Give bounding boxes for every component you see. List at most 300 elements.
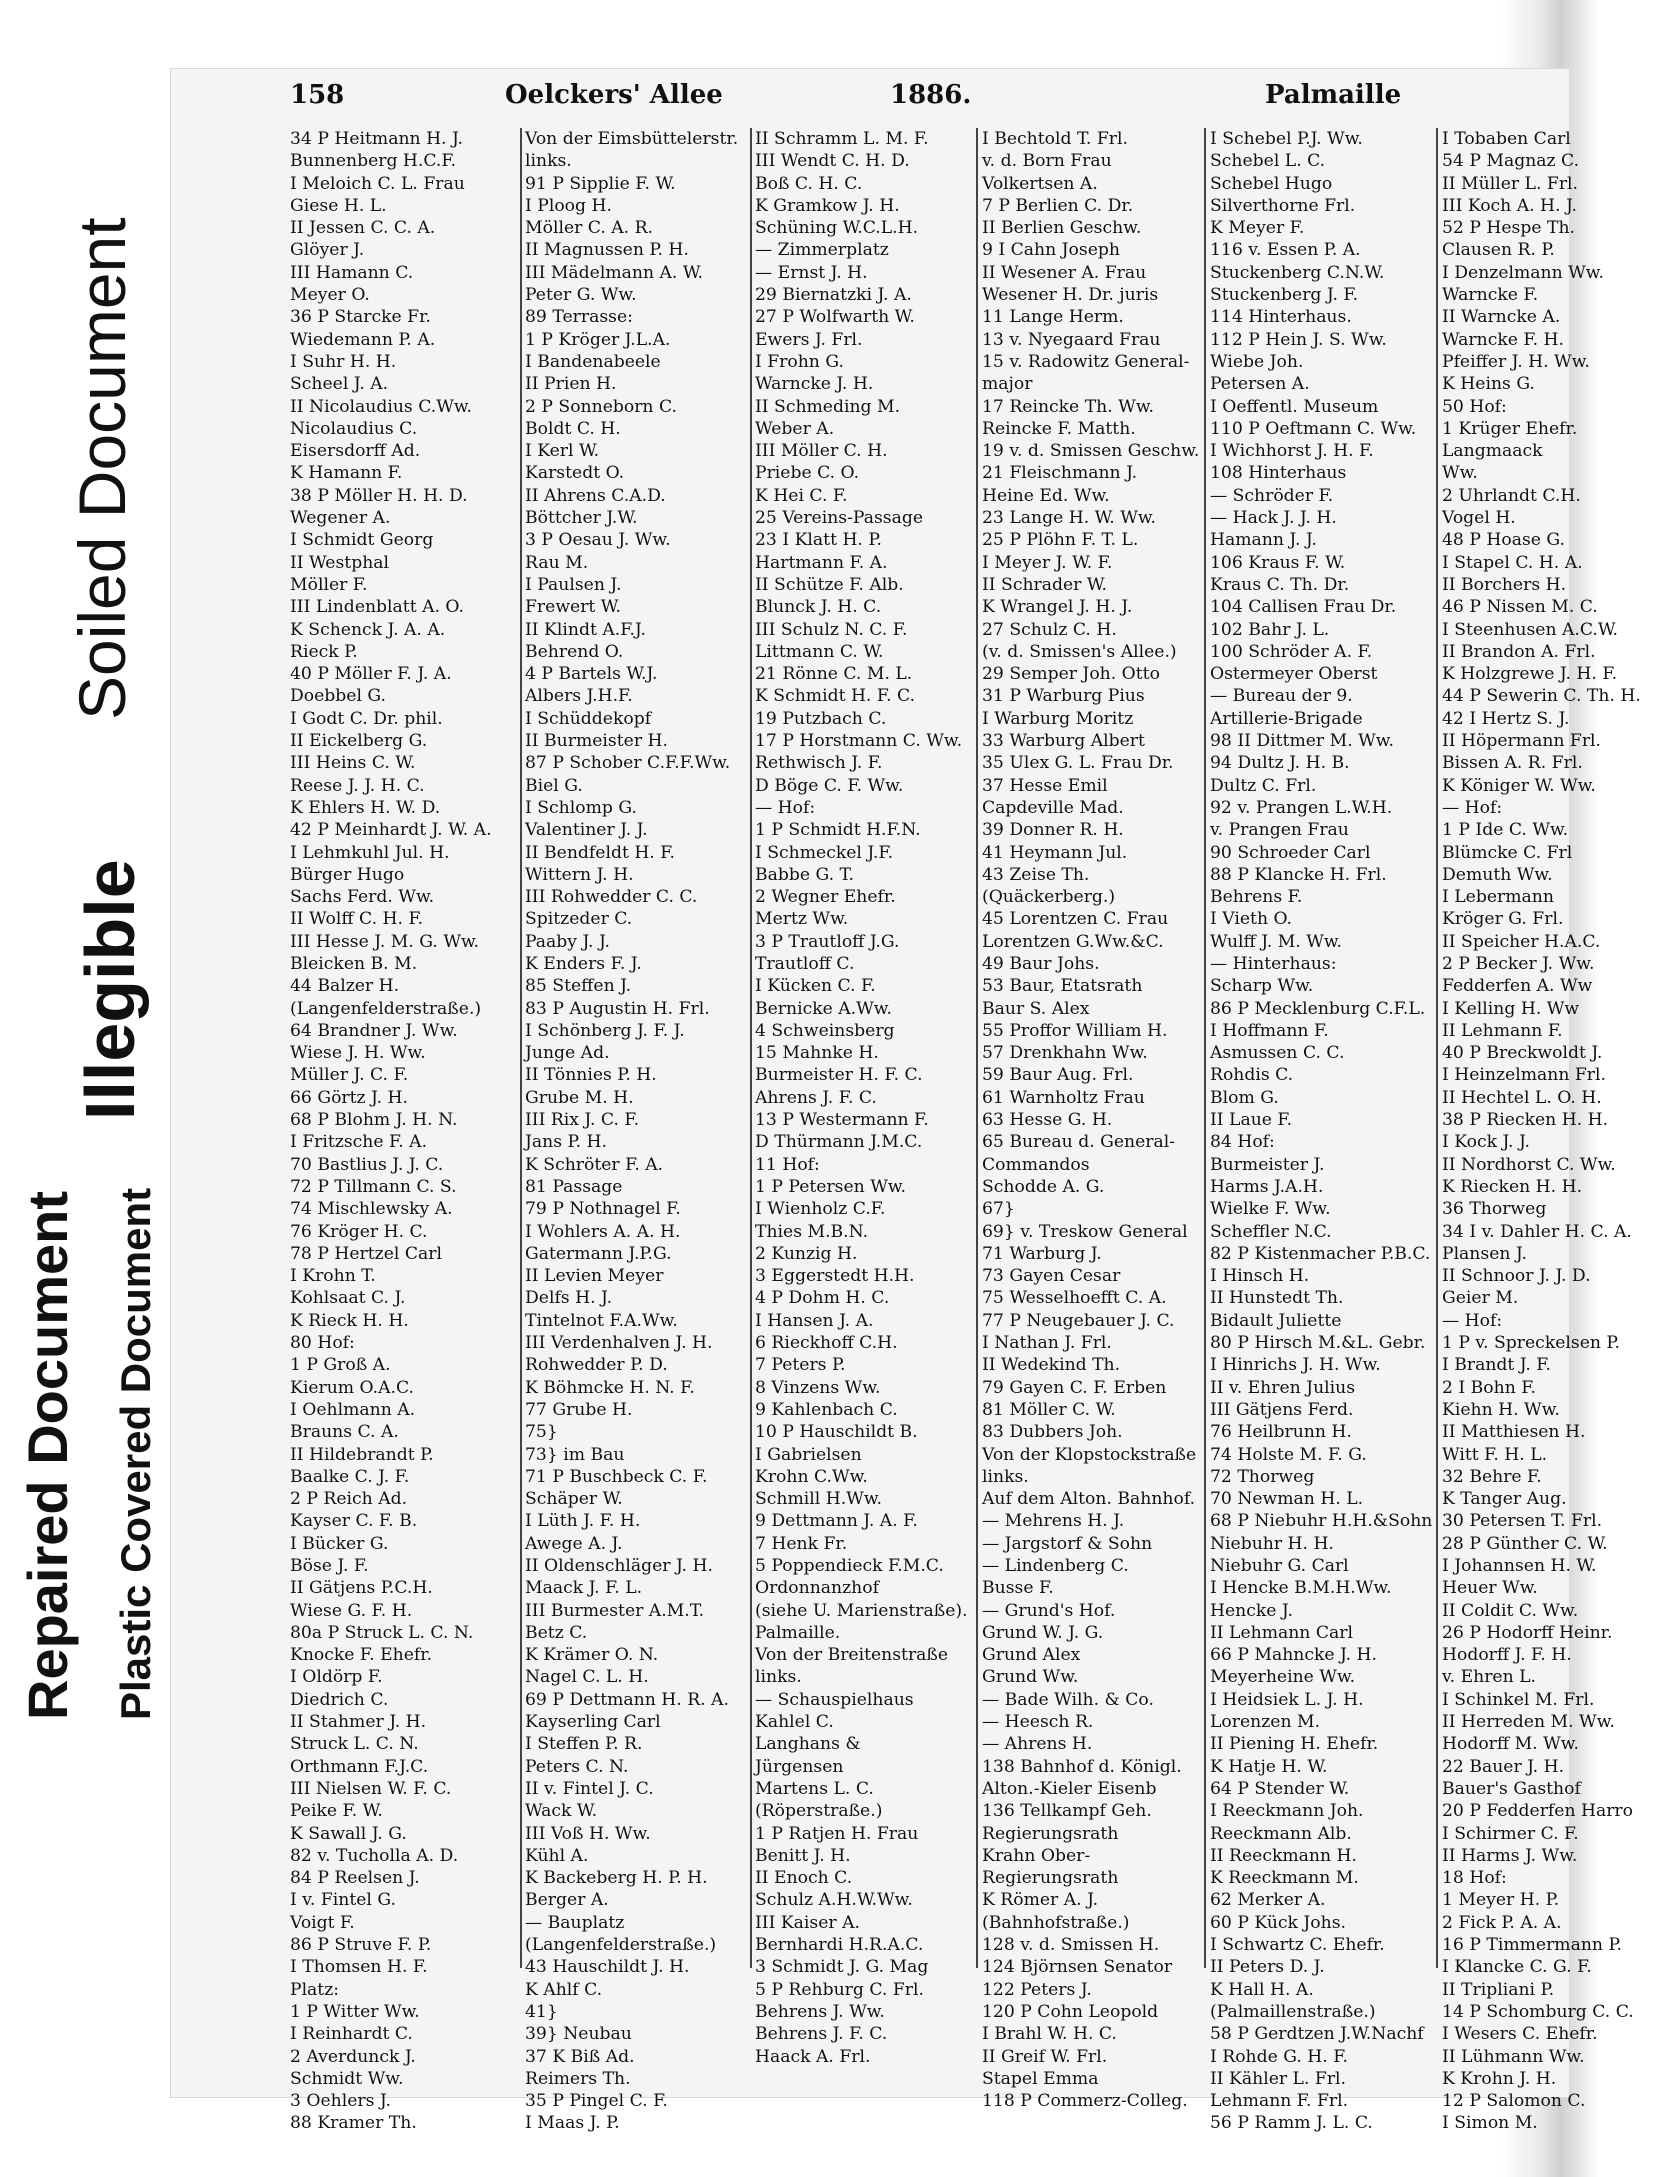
directory-entry: II Matthiesen H. bbox=[1442, 1422, 1586, 1443]
directory-entry: Platz: bbox=[290, 1979, 340, 2000]
directory-entry: 64 P Stender W. bbox=[1210, 1778, 1350, 1799]
directory-entry: II Nordhorst C. Ww. bbox=[1442, 1154, 1616, 1175]
directory-entry: I Lüth J. F. H. bbox=[525, 1511, 641, 1532]
directory-entry: 44 Balzer H. bbox=[290, 976, 400, 997]
directory-entry: 81 Möller C. W. bbox=[982, 1399, 1116, 1420]
directory-entry: Glöyer J. bbox=[290, 240, 365, 261]
directory-entry: Auf dem Alton. Bahnhof. bbox=[982, 1489, 1196, 1510]
directory-entry: 50 Hof: bbox=[1442, 396, 1507, 417]
directory-entry: Albers J.H.F. bbox=[525, 686, 633, 707]
directory-entry: Blümcke C. Frl bbox=[1442, 842, 1573, 863]
directory-entry: I Wienholz C.F. bbox=[755, 1199, 886, 1220]
directory-entry: 1 P Schmidt H.F.N. bbox=[755, 820, 921, 841]
directory-entry: 25 P Plöhn F. T. L. bbox=[982, 530, 1139, 551]
directory-entry: 8 Vinzens Ww. bbox=[755, 1377, 881, 1398]
directory-entry: 74 Holste M. F. G. bbox=[1210, 1444, 1367, 1465]
directory-entry: 3 P Trautloff J.G. bbox=[755, 931, 900, 952]
directory-entry: 1 P Witter Ww. bbox=[290, 2001, 420, 2022]
directory-entry: Littmann C. W. bbox=[755, 641, 884, 662]
directory-entry: 17 Reincke Th. Ww. bbox=[982, 396, 1154, 417]
directory-entry: II Piening H. Ehefr. bbox=[1210, 1734, 1379, 1755]
directory-entry: 87 P Schober C.F.F.Ww. bbox=[525, 753, 731, 774]
directory-entry: 138 Bahnhof d. Königl. bbox=[982, 1756, 1182, 1777]
directory-entry: II Stahmer J. H. bbox=[290, 1712, 427, 1733]
directory-entry: 72 P Tillmann C. S. bbox=[290, 1176, 457, 1197]
directory-entry: 33 Warburg Albert bbox=[982, 731, 1145, 752]
directory-entry: major bbox=[982, 374, 1033, 395]
directory-entry: I Godt C. Dr. phil. bbox=[290, 708, 443, 729]
directory-entry: Reincke F. Matth. bbox=[982, 418, 1136, 439]
directory-entry: 1 P v. Spreckelsen P. bbox=[1442, 1333, 1620, 1354]
directory-entry: Lorentzen G.Ww.&C. bbox=[982, 931, 1164, 952]
directory-entry: Von der Eimsbüttelerstr. bbox=[525, 129, 739, 149]
directory-entry: Berger A. bbox=[525, 1890, 609, 1911]
directory-entry: I Kock J. J. bbox=[1442, 1132, 1530, 1153]
directory-entry: Trautloff C. bbox=[755, 953, 855, 974]
directory-entry: K Tanger Aug. bbox=[1442, 1489, 1567, 1510]
directory-entry: Behrend O. bbox=[525, 641, 624, 662]
directory-entry: 39} Neubau bbox=[525, 2024, 632, 2045]
directory-entry: Demuth Ww. bbox=[1442, 864, 1553, 885]
directory-entry: Rieck P. bbox=[290, 641, 358, 662]
directory-entry: 22 Bauer J. H. bbox=[1442, 1756, 1565, 1777]
directory-entry: II Eickelberg G. bbox=[290, 731, 428, 752]
directory-entry: Heuer Ww. bbox=[1442, 1578, 1538, 1599]
directory-entry: Tintelnot F.A.Ww. bbox=[525, 1310, 678, 1331]
directory-entry: — Hack J. J. H. bbox=[1210, 508, 1337, 529]
directory-entry: Böse J. F. bbox=[290, 1556, 369, 1576]
directory-entry: I Denzelmann Ww. bbox=[1442, 262, 1604, 283]
directory-entry: I Schlomp G. bbox=[525, 797, 637, 818]
directory-entry: 11 Hof: bbox=[755, 1154, 820, 1175]
plastic-covered-document-stamp: Plastic Covered Document bbox=[112, 1187, 159, 1720]
directory-entry: 128 v. d. Smissen H. bbox=[982, 1935, 1160, 1956]
directory-entry: I Brandt J. F. bbox=[1442, 1355, 1551, 1376]
directory-entry: 76 Heilbrunn H. bbox=[1210, 1422, 1352, 1443]
directory-entry: 31 P Warburg Pius bbox=[982, 686, 1145, 707]
directory-entry: D Böge C. F. Ww. bbox=[755, 775, 904, 796]
directory-entry: 72 Thorweg bbox=[1210, 1466, 1315, 1487]
directory-entry: II Laue F. bbox=[1210, 1110, 1293, 1131]
directory-entry: II Greif W. Frl. bbox=[982, 2046, 1108, 2067]
directory-entry: I Kücken C. F. bbox=[755, 976, 876, 997]
directory-entry: 23 I Klatt H. P. bbox=[755, 530, 882, 551]
directory-entry: 25 Vereins-Passage bbox=[755, 508, 924, 529]
directory-entry: 67} bbox=[982, 1199, 1015, 1220]
directory-entry: 68 P Blohm J. H. N. bbox=[290, 1110, 458, 1131]
directory-entry: I Hencke B.M.H.Ww. bbox=[1210, 1578, 1392, 1599]
directory-entry: II Speicher H.A.C. bbox=[1442, 931, 1601, 952]
directory-entry: 9 Dettmann J. A. F. bbox=[755, 1511, 918, 1532]
directory-entry: Behrens J. Ww. bbox=[755, 2001, 885, 2022]
directory-entry: Alton.-Kieler Eisenb bbox=[982, 1778, 1157, 1799]
directory-entry: I Gabrielsen bbox=[755, 1444, 862, 1465]
directory-entry: K Hall H. A. bbox=[1210, 1979, 1314, 2000]
directory-entry: 2 Fick P. A. A. bbox=[1442, 1912, 1562, 1933]
directory-entry: Nicolaudius C. bbox=[290, 418, 418, 439]
directory-entry: Paaby J. J. bbox=[525, 931, 610, 952]
directory-page bbox=[170, 68, 1641, 2134]
directory-entry: Hodorff J. F. H. bbox=[1442, 1645, 1572, 1666]
directory-entry: 35 Ulex G. L. Frau Dr. bbox=[982, 753, 1174, 774]
right-street-title: Palmaille bbox=[1265, 80, 1402, 110]
directory-entry: I Johannsen H. W. bbox=[1442, 1556, 1597, 1576]
directory-entry: K Ahlf C. bbox=[525, 1979, 603, 2000]
directory-entry: Nagel C. L. H. bbox=[525, 1667, 649, 1688]
directory-entry: II Warncke A. bbox=[1442, 307, 1561, 328]
directory-entry: Bleicken B. M. bbox=[290, 953, 418, 974]
directory-entry: 80 Hof: bbox=[290, 1333, 355, 1354]
directory-entry: I Kerl W. bbox=[525, 441, 600, 462]
directory-entry: Brauns C. A. bbox=[290, 1422, 399, 1443]
directory-column-2 bbox=[525, 128, 745, 2134]
directory-entry: 14 P Schomburg C. C. bbox=[1442, 2001, 1634, 2022]
directory-entry: II Tönnies P. H. bbox=[525, 1065, 657, 1086]
directory-entry: K Holzgrewe J. H. F. bbox=[1442, 664, 1618, 685]
directory-entry: 58 P Gerdtzen J.W.Nachf bbox=[1210, 2024, 1424, 2045]
directory-entry: Kohlsaat C. J. bbox=[290, 1288, 406, 1309]
directory-entry: 20 P Fedderfen Harro bbox=[1442, 1801, 1633, 1822]
soiled-document-stamp: Soiled Document bbox=[65, 217, 139, 720]
directory-entry: 88 P Klancke H. Frl. bbox=[1210, 864, 1387, 885]
directory-entry: 15 Mahnke H. bbox=[755, 1043, 879, 1064]
directory-entry: 106 Kraus F. W. bbox=[1210, 552, 1346, 573]
directory-entry: Meyer O. bbox=[290, 285, 370, 306]
directory-entry: 43 Zeise Th. bbox=[982, 864, 1090, 885]
directory-entry: 83 Dubbers Joh. bbox=[982, 1422, 1123, 1443]
directory-entry: II v. Ehren Julius bbox=[1210, 1377, 1356, 1398]
directory-entry: 118 P Commerz-Colleg. bbox=[982, 2091, 1188, 2112]
directory-entry: Clausen R. P. bbox=[1442, 240, 1555, 261]
directory-entry: Krahn Ober- bbox=[982, 1845, 1091, 1866]
directory-entry: K Schenck J. A. A. bbox=[290, 619, 446, 640]
directory-entry: Bernicke A.Ww. bbox=[755, 998, 892, 1019]
directory-entry: I Wohlers A. A. H. bbox=[525, 1221, 681, 1242]
directory-entry: Artillerie-Brigade bbox=[1210, 708, 1363, 729]
directory-entry: I Fritzsche F. A. bbox=[290, 1132, 428, 1153]
directory-entry: Wesener H. Dr. juris bbox=[982, 285, 1159, 306]
directory-entry: 62 Merker A. bbox=[1210, 1890, 1326, 1911]
directory-entry: Busse F. bbox=[982, 1578, 1054, 1599]
directory-entry: I Oeffentl. Museum bbox=[1210, 396, 1379, 417]
directory-entry: Meyerheine Ww. bbox=[1210, 1667, 1356, 1688]
directory-entry: (Langenfelderstraße.) bbox=[290, 998, 482, 1019]
directory-entry: II Wesener A. Frau bbox=[982, 262, 1147, 283]
directory-entry: 2 P Reich Ad. bbox=[290, 1489, 408, 1510]
directory-entry: 41 Heymann Jul. bbox=[982, 842, 1128, 863]
directory-entry: 89 Terrasse: bbox=[525, 307, 633, 328]
directory-entry: III Lindenblatt A. O. bbox=[290, 597, 464, 618]
directory-entry: Harms J.A.H. bbox=[1210, 1176, 1324, 1197]
directory-entry: 34 P Heitmann H. J. bbox=[290, 129, 464, 149]
directory-entry: II Prien H. bbox=[525, 374, 617, 395]
directory-entry: K Meyer F. bbox=[1210, 218, 1305, 239]
directory-entry: Kayser C. F. B. bbox=[290, 1511, 418, 1532]
directory-entry: — Ahrens H. bbox=[982, 1734, 1093, 1755]
directory-entry: K Riecken H. H. bbox=[1442, 1176, 1583, 1197]
directory-entry: Grund Alex bbox=[982, 1645, 1081, 1666]
directory-entry: III Koch A. H. J. bbox=[1442, 195, 1577, 216]
directory-entry: Haack A. Frl. bbox=[755, 2046, 871, 2067]
directory-entry: K Hatje H. W. bbox=[1210, 1756, 1328, 1777]
directory-entry: 18 Hof: bbox=[1442, 1868, 1507, 1889]
directory-entry: 80 P Hirsch M.&L. Gebr. bbox=[1210, 1333, 1426, 1354]
directory-entry: 29 Biernatzki J. A. bbox=[755, 285, 912, 306]
directory-entry: 26 P Hodorff Heinr. bbox=[1442, 1622, 1613, 1643]
directory-entry: 82 P Kistenmacher P.B.C. bbox=[1210, 1243, 1431, 1264]
directory-entry: K Reeckmann M. bbox=[1210, 1868, 1359, 1889]
directory-entry: III Heins C. W. bbox=[290, 753, 416, 774]
directory-entry: 44 P Sewerin C. Th. H. bbox=[1442, 686, 1641, 707]
directory-entry: 1 Meyer H. P. bbox=[1442, 1890, 1560, 1911]
directory-entry: 5 Poppendieck F.M.C. bbox=[755, 1556, 944, 1576]
directory-entry: I Frohn G. bbox=[755, 351, 844, 372]
directory-entry: 12 P Salomon C. bbox=[1442, 2091, 1586, 2112]
directory-entry: Boß C. H. C. bbox=[755, 173, 863, 194]
directory-entry: I Hansen J. A. bbox=[755, 1310, 874, 1331]
directory-entry: D Thürmann J.M.C. bbox=[755, 1132, 923, 1153]
repaired-document-stamp: Repaired Document bbox=[16, 1191, 79, 1720]
directory-entry: 75} bbox=[525, 1422, 558, 1443]
directory-entry: II Ahrens C.A.D. bbox=[525, 485, 666, 506]
directory-entry: Junge Ad. bbox=[525, 1043, 610, 1064]
directory-entry: — Zimmerplatz bbox=[755, 240, 889, 261]
directory-entry: 37 Hesse Emil bbox=[982, 775, 1108, 796]
directory-entry: Maack J. F. L. bbox=[525, 1578, 643, 1599]
directory-entry: Burmeister H. F. C. bbox=[755, 1065, 923, 1086]
directory-entry: I Oehlmann A. bbox=[290, 1399, 416, 1420]
directory-entry: 9 I Cahn Joseph bbox=[982, 240, 1120, 261]
directory-entry: 122 Peters J. bbox=[982, 1979, 1092, 2000]
directory-entry: Wegener A. bbox=[290, 508, 391, 529]
directory-entry: Knocke F. Ehefr. bbox=[290, 1645, 433, 1666]
directory-entry: Voigt F. bbox=[290, 1912, 355, 1933]
directory-entry: 86 P Mecklenburg C.F.L. bbox=[1210, 998, 1426, 1019]
directory-entry: II Hildebrandt P. bbox=[290, 1444, 434, 1465]
directory-entry: 80a P Struck L. C. N. bbox=[290, 1622, 474, 1643]
directory-entry: II Borchers H. bbox=[1442, 574, 1567, 595]
directory-entry: (siehe U. Marienstraße). bbox=[755, 1600, 968, 1621]
directory-entry: K Krämer O. N. bbox=[525, 1645, 659, 1666]
directory-entry: 35 P Pingel C. F. bbox=[525, 2091, 668, 2112]
page-header bbox=[290, 80, 1470, 120]
directory-entry: 36 P Starcke Fr. bbox=[290, 307, 431, 328]
directory-entry: 2 I Bohn F. bbox=[1442, 1377, 1536, 1398]
directory-entry: Ewers J. Frl. bbox=[755, 329, 863, 350]
directory-entry: 4 Schweinsberg bbox=[755, 1020, 895, 1041]
directory-entry: 88 Kramer Th. bbox=[290, 2113, 417, 2134]
directory-entry: II Berlien Geschw. bbox=[982, 218, 1142, 239]
directory-entry: — Jargstorf & Sohn bbox=[982, 1533, 1153, 1554]
directory-entry: Reese J. J. H. C. bbox=[290, 775, 425, 796]
directory-entry: I Schebel P.J. Ww. bbox=[1210, 129, 1363, 149]
directory-entry: Schmidt Ww. bbox=[290, 2068, 404, 2089]
directory-entry: Delfs H. J. bbox=[525, 1288, 613, 1309]
directory-entry: K Römer A. J. bbox=[982, 1890, 1099, 1911]
directory-entry: Boldt C. H. bbox=[525, 418, 621, 439]
directory-entry: Schüning W.C.L.H. bbox=[755, 218, 919, 239]
directory-entry: III Mädelmann A. W. bbox=[525, 262, 703, 283]
directory-entry: Stuckenberg C.N.W. bbox=[1210, 262, 1385, 283]
directory-entry: 75 Wesselhoefft C. A. bbox=[982, 1288, 1167, 1309]
directory-entry: Peike F. W. bbox=[290, 1801, 383, 1822]
directory-entry: Gatermann J.P.G. bbox=[525, 1243, 672, 1264]
directory-entry: Commandos bbox=[982, 1154, 1090, 1175]
column-rule bbox=[976, 128, 978, 1968]
directory-entry: I Meyer J. W. F. bbox=[982, 552, 1113, 573]
directory-entry: 2 P Sonneborn C. bbox=[525, 396, 677, 417]
page-number: 158 bbox=[290, 80, 345, 110]
directory-column-5 bbox=[1210, 128, 1433, 2134]
directory-entry: Niebuhr G. Carl bbox=[1210, 1556, 1349, 1576]
directory-entry: I Reinhardt C. bbox=[290, 2024, 413, 2045]
directory-entry: 73 Gayen Cesar bbox=[982, 1266, 1121, 1287]
directory-entry: 112 P Hein J. S. Ww. bbox=[1210, 329, 1387, 350]
directory-entry: Rethwisch J. F. bbox=[755, 753, 883, 774]
directory-entry: 7 Henk Fr. bbox=[755, 1533, 848, 1554]
directory-entry: Kraus C. Th. Dr. bbox=[1210, 574, 1350, 595]
directory-entry: — Hof: bbox=[1442, 797, 1503, 818]
directory-entry: 53 Baur, Etatsrath bbox=[982, 976, 1143, 997]
directory-entry: Mertz Ww. bbox=[755, 909, 849, 930]
directory-entry: Vogel H. bbox=[1442, 508, 1516, 529]
directory-entry: 38 P Riecken H. H. bbox=[1442, 1110, 1609, 1131]
directory-entry: K Hei C. F. bbox=[755, 485, 848, 506]
directory-entry: II Tripliani P. bbox=[1442, 1979, 1555, 2000]
directory-entry: K Backeberg H. P. H. bbox=[525, 1868, 708, 1889]
directory-entry: II Oldenschläger J. H. bbox=[525, 1556, 713, 1576]
directory-entry: 40 P Möller F. J. A. bbox=[290, 664, 452, 685]
directory-entry: 73} im Bau bbox=[525, 1444, 625, 1465]
directory-entry: 79 Gayen C. F. Erben bbox=[982, 1377, 1167, 1398]
directory-entry: Möller F. bbox=[290, 574, 368, 595]
directory-entry: Capdeville Mad. bbox=[982, 797, 1124, 818]
directory-entry: Blunck J. H. C. bbox=[755, 597, 882, 618]
directory-entry: Bauer's Gasthof bbox=[1442, 1778, 1581, 1799]
directory-entry: 45 Lorentzen C. Frau bbox=[982, 909, 1169, 930]
directory-entry: 81 Passage bbox=[525, 1176, 623, 1197]
directory-entry: II Wedekind Th. bbox=[982, 1355, 1121, 1376]
directory-entry: 86 P Struve F. P. bbox=[290, 1935, 432, 1956]
directory-entry: Biel G. bbox=[525, 775, 583, 796]
directory-entry: II Schramm L. M. F. bbox=[755, 129, 929, 149]
directory-entry: 2 Averdunck J. bbox=[290, 2046, 416, 2067]
directory-entry: (Bahnhofstraße.) bbox=[982, 1912, 1130, 1933]
directory-entry: 2 P Becker J. Ww. bbox=[1442, 953, 1595, 974]
directory-entry: Regierungsrath bbox=[982, 1868, 1119, 1889]
directory-entry: Rau M. bbox=[525, 552, 589, 573]
directory-entry: 69 P Dettmann H. R. A. bbox=[525, 1689, 729, 1710]
directory-entry: III Wendt C. H. D. bbox=[755, 151, 910, 172]
directory-entry: III Gätjens Ferd. bbox=[1210, 1399, 1354, 1420]
directory-entry: II Magnussen P. H. bbox=[525, 240, 689, 261]
directory-entry: 13 v. Nyegaard Frau bbox=[982, 329, 1161, 350]
directory-entry: 34 I v. Dahler H. C. A. bbox=[1442, 1221, 1632, 1242]
year-title: 1886. bbox=[890, 80, 972, 110]
directory-entry: II Lehmann F. bbox=[1442, 1020, 1563, 1041]
directory-entry: 104 Callisen Frau Dr. bbox=[1210, 597, 1397, 618]
directory-entry: (Palmaillenstraße.) bbox=[1210, 2001, 1376, 2022]
directory-entry: — Mehrens H. J. bbox=[982, 1511, 1125, 1532]
directory-entry: K Schmidt H. F. C. bbox=[755, 686, 916, 707]
directory-entry: Witt F. H. L. bbox=[1442, 1444, 1548, 1465]
directory-entry: II Wolff C. H. F. bbox=[290, 909, 424, 930]
directory-entry: III Hesse J. M. G. Ww. bbox=[290, 931, 480, 952]
column-rule bbox=[1436, 128, 1438, 1968]
directory-entry: Baalke C. J. F. bbox=[290, 1466, 410, 1487]
directory-entry: Silverthorne Frl. bbox=[1210, 195, 1356, 216]
directory-entry: Pfeiffer J. H. Ww. bbox=[1442, 351, 1590, 372]
directory-entry: Stuckenberg J. F. bbox=[1210, 285, 1359, 306]
directory-entry: I Krohn T. bbox=[290, 1266, 376, 1287]
directory-entry: II Bendfeldt H. F. bbox=[525, 842, 675, 863]
directory-entry: Giese H. L. bbox=[290, 195, 387, 216]
directory-entry: I Suhr H. H. bbox=[290, 351, 397, 372]
directory-entry: 52 P Hespe Th. bbox=[1442, 218, 1575, 239]
directory-entry: 17 P Horstmann C. Ww. bbox=[755, 731, 963, 752]
directory-entry: Hencke J. bbox=[1210, 1600, 1293, 1621]
directory-entry: Möller C. A. R. bbox=[525, 218, 653, 239]
directory-entry: 15 v. Radowitz General- bbox=[982, 351, 1190, 372]
directory-entry: 77 P Neugebauer J. C. bbox=[982, 1310, 1175, 1331]
directory-entry: I Nathan J. Frl. bbox=[982, 1333, 1112, 1354]
directory-entry: I Ploog H. bbox=[525, 195, 612, 216]
directory-entry: 63 Hesse G. H. bbox=[982, 1110, 1113, 1131]
directory-entry: Bidault Juliette bbox=[1210, 1310, 1342, 1331]
directory-entry: 100 Schröder A. F. bbox=[1210, 641, 1373, 662]
directory-entry: Awege A. J. bbox=[525, 1533, 623, 1554]
directory-entry: I Wichhorst J. H. F. bbox=[1210, 441, 1374, 462]
directory-entry: I Heinzelmann Frl. bbox=[1442, 1065, 1606, 1086]
directory-entry: II Levien Meyer bbox=[525, 1266, 664, 1287]
directory-entry: 70 Newman H. L. bbox=[1210, 1489, 1364, 1510]
directory-entry: (Langenfelderstraße.) bbox=[525, 1935, 717, 1956]
directory-entry: 79 P Nothnagel F. bbox=[525, 1199, 681, 1220]
directory-entry: III Möller C. H. bbox=[755, 441, 888, 462]
directory-entry: 40 P Breckwoldt J. bbox=[1442, 1043, 1603, 1064]
directory-entry: Eisersdorff Ad. bbox=[290, 441, 421, 462]
directory-entry: 77 Grube H. bbox=[525, 1399, 633, 1420]
directory-entry: Scharp Ww. bbox=[1210, 976, 1314, 997]
directory-entry: Wiedemann P. A. bbox=[290, 329, 436, 350]
directory-entry: I Brahl W. H. C. bbox=[982, 2024, 1117, 2045]
directory-entry: 5 P Rehburg C. Frl. bbox=[755, 1979, 924, 2000]
directory-entry: — Grund's Hof. bbox=[982, 1600, 1116, 1621]
directory-entry: 43 Hauschildt J. H. bbox=[525, 1957, 690, 1978]
directory-entry: 74 Mischlewsky A. bbox=[290, 1199, 453, 1220]
directory-entry: 21 Fleischmann J. bbox=[982, 463, 1138, 484]
directory-entry: 29 Semper Joh. Otto bbox=[982, 664, 1160, 685]
directory-entry: I Hinrichs J. H. Ww. bbox=[1210, 1355, 1381, 1376]
directory-entry: III Hamann C. bbox=[290, 262, 414, 283]
directory-entry: I Klancke C. G. F. bbox=[1442, 1957, 1592, 1978]
directory-entry: Heine Ed. Ww. bbox=[982, 485, 1110, 506]
directory-entry: II Lehmann Carl bbox=[1210, 1622, 1353, 1643]
directory-entry: 66 Görtz J. H. bbox=[290, 1087, 408, 1108]
directory-entry: III Kaiser A. bbox=[755, 1912, 860, 1933]
directory-entry: Lorenzen M. bbox=[1210, 1712, 1321, 1733]
directory-entry: Thies M.B.N. bbox=[755, 1221, 869, 1242]
column-rule bbox=[520, 128, 522, 1968]
directory-entry: III Burmester A.M.T. bbox=[525, 1600, 705, 1621]
directory-entry: — Schröder F. bbox=[1210, 485, 1334, 506]
directory-entry: Babbe G. T. bbox=[755, 864, 854, 885]
directory-entry: I Tobaben Carl bbox=[1442, 129, 1571, 149]
directory-entry: 61 Warnholtz Frau bbox=[982, 1087, 1145, 1108]
directory-entry: Grund Ww. bbox=[982, 1667, 1079, 1688]
directory-entry: III Nielsen W. F. C. bbox=[290, 1778, 452, 1799]
directory-entry: Schulz A.H.W.Ww. bbox=[755, 1890, 913, 1911]
